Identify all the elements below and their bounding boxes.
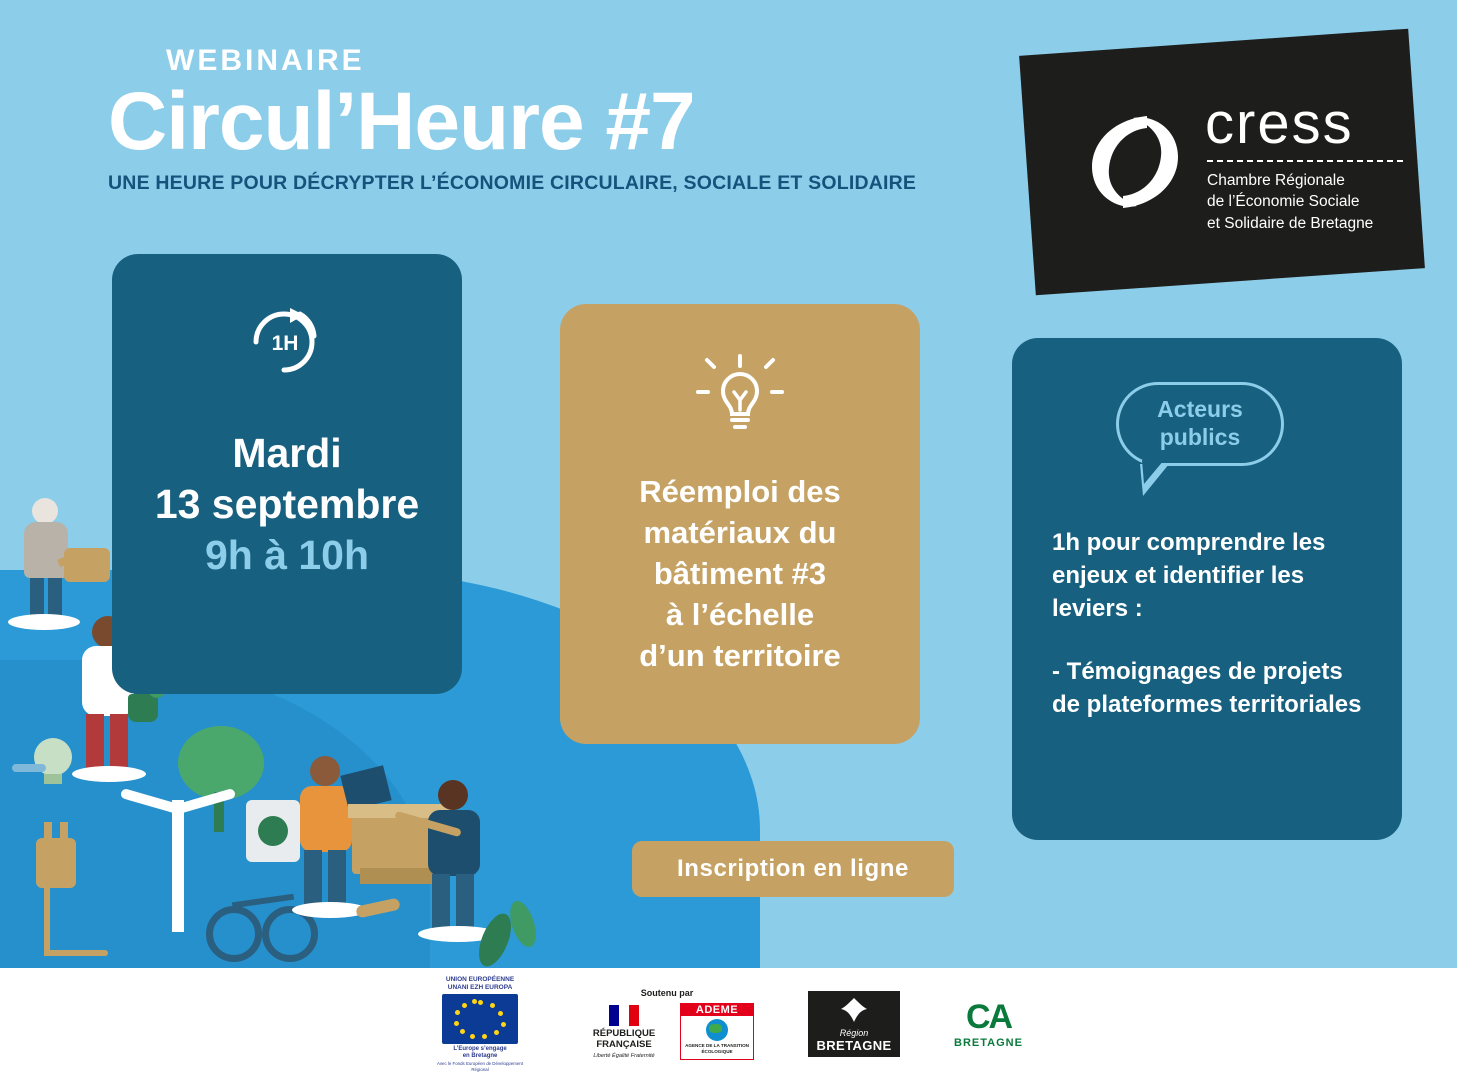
plug-cable: [44, 950, 108, 956]
kicker-webinaire: WEBINAIRE: [166, 44, 365, 77]
ademe-logo: [680, 1003, 754, 1060]
date-full: 13 septembre: [154, 481, 420, 527]
person-leg: [110, 714, 128, 772]
plug-icon: [36, 838, 76, 888]
person-body: [428, 810, 480, 876]
cress-tagline-line2: de l’Économie Sociale: [1207, 193, 1360, 211]
washing-machine-door: [258, 816, 288, 846]
ground-ellipse: [8, 614, 80, 630]
ermine-icon: [838, 997, 870, 1023]
eu-caption-line2: UNANI EZH EUROPA: [447, 983, 513, 991]
page-subtitle: UNE HEURE POUR DÉCRYPTER L’ÉCONOMIE CIRCULAIRE, SOCIALE ET SOLIDAIRE: [108, 171, 917, 194]
theme-title: [560, 472, 920, 677]
theme-line: à l’échelle: [665, 596, 815, 632]
cress-tagline-line3: et Solidaire de Bretagne: [1207, 214, 1374, 232]
plug-cable: [44, 888, 50, 956]
page-title-text: Circul’Heure #7: [108, 76, 695, 167]
french-flag-icon: [609, 1005, 639, 1026]
eu-logo: [434, 976, 526, 1073]
bubble-tail-inner: [1142, 460, 1164, 484]
audience-card: [1012, 338, 1402, 840]
region-bretagne-logo: [808, 991, 900, 1057]
clock-1h-icon: [244, 302, 330, 374]
theme-line: Réemploi des: [639, 474, 841, 509]
person-head: [438, 780, 468, 810]
ademe-tagline: AGENCE DE LA TRANSITION ÉCOLOGIQUE: [685, 1043, 749, 1054]
region-word: Région: [839, 1028, 869, 1038]
cress-tagline-line1: Chambre Régionale: [1207, 172, 1345, 189]
state-support-logos: [580, 988, 754, 1060]
cress-logo: [1019, 29, 1425, 296]
person-leg: [304, 850, 322, 908]
eu-footer-line2: en Bretagne: [462, 1053, 498, 1060]
person-leg: [48, 578, 62, 618]
audience-paragraph-2: - Témoignages de projets de plateformes territoriales: [1052, 658, 1362, 719]
person-head: [310, 756, 340, 786]
date-day: Mardi: [232, 430, 342, 476]
date-card: [112, 254, 462, 694]
person-leg: [328, 850, 346, 908]
person-leg: [86, 714, 104, 772]
republique-francaise-logo: [580, 1005, 668, 1060]
plug-pin: [44, 822, 52, 840]
audience-paragraph-1: 1h pour comprendre les enjeux et identifier les leviers :: [1052, 529, 1326, 623]
credit-agricole-logo: [954, 997, 1023, 1049]
ademe-name: ADEME: [681, 1004, 753, 1016]
cress-divider: [1207, 160, 1403, 162]
eu-caption-line1: UNION EUROPÉENNE: [445, 975, 515, 983]
plug-pin: [60, 822, 68, 840]
theme-line: d’un territoire: [639, 637, 841, 673]
bicycle-wheel: [206, 906, 262, 962]
ground-ellipse: [72, 766, 146, 782]
watering-can-icon: [64, 548, 110, 582]
page-title: [108, 76, 916, 167]
registration-button[interactable]: Inscription en ligne: [632, 841, 954, 897]
person-leg: [432, 874, 450, 930]
audience-description: [1052, 526, 1376, 722]
person-body: [24, 522, 68, 578]
eu-footer-note: Avec le Fonds Européen de Développement Régional: [436, 1061, 524, 1072]
person-body: [300, 786, 352, 852]
theme-card: [560, 304, 920, 744]
svg-text:1H: 1H: [271, 332, 299, 355]
rf-motto: Liberté Égalité Fraternité: [593, 1052, 655, 1059]
theme-line: matériaux du: [643, 514, 837, 550]
eu-flag-icon: [442, 994, 518, 1044]
person-leg: [30, 578, 44, 618]
cress-tagline: [1207, 170, 1373, 234]
region-name: BRETAGNE: [816, 1038, 892, 1053]
cress-wordmark: cress: [1205, 91, 1354, 156]
audience-badge: Acteurs publics: [1116, 382, 1284, 466]
ca-mark: CA: [965, 997, 1012, 1036]
theme-line: bâtiment #3: [653, 555, 827, 591]
wire: [12, 764, 46, 772]
plant-pot-icon: [128, 694, 158, 722]
eu-footer-line1: L’Europe s’engage: [453, 1045, 507, 1052]
globe-icon: [706, 1019, 728, 1041]
lightbulb-base: [44, 774, 62, 784]
person-head: [32, 498, 58, 524]
footer-logos: [0, 968, 1457, 1080]
turbine-blade: [172, 802, 184, 858]
soutenu-label: Soutenu par: [640, 988, 694, 999]
person-leg: [456, 874, 474, 930]
ca-region: BRETAGNE: [954, 1036, 1023, 1049]
tree-icon: [178, 726, 264, 800]
lightbulb-icon: [690, 348, 790, 448]
swirl-logo-icon: [1075, 102, 1195, 222]
poster-header: [108, 44, 916, 195]
rf-name: RÉPUBLIQUE FRANÇAISE: [592, 1027, 656, 1050]
date-time: 9h à 10h: [204, 532, 370, 578]
